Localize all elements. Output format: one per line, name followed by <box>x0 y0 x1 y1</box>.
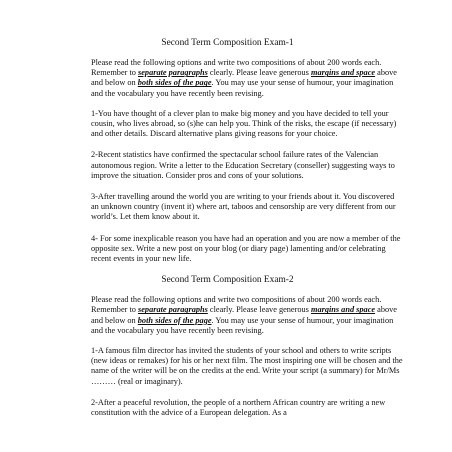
instructions-text: above and below on <box>91 305 397 325</box>
emphasis-separate-paragraphs: separate paragraphs <box>138 68 208 78</box>
emphasis-both-sides: both sides of the page <box>137 78 212 88</box>
emphasis-separate-paragraphs: separate paragraphs <box>138 305 208 315</box>
exam-2-title: Second Term Composition Exam-2 <box>161 275 294 286</box>
exam-2-option-1: 1-A famous film director has invited the students of your school and others to write scripts (new ideas or remakes) for his or her next film. The most inspiring one will be chosen and the name of the writer will be on the credits at the end. Write your script (a summary) for Mr/Ms ……… (real or imaginary). <box>91 346 403 386</box>
exam-1-option-2: 2-Recent statistics have confirmed the spectacular school failure rates of the Valencian autonomous region. Write a letter to the Education Secretary (conseller) suggesting ways to improve the situation. Consider pros and cons of your solutions. <box>91 150 395 180</box>
exam-2-instructions <box>91 295 404 336</box>
exam-2-option-2: 2-After a peaceful revolution, the people of a northern African country are writing a new constitution with the advice of a European delegation. As a <box>91 397 386 418</box>
emphasis-margins-and-space: margins and space <box>310 68 376 78</box>
instructions-text: clearly. Please leave generous <box>207 68 311 78</box>
exam-1-title: Second Term Composition Exam-1 <box>161 38 294 48</box>
exam-1-option-4: 4- For some inexplicable reason you have had an operation and you are now a member of the opposite sex. Write a new post on your blog (or diary page) lamenting and/or celebrating recent events in your new life. <box>91 233 401 264</box>
instructions-text: . You may use your sense of humour, your imagination and the vocabulary you have recently been revising. <box>91 315 394 335</box>
exam-1-option-1: 1-You have thought of a clever plan to make big money and you have decided to tell your cousin, who lives abroad, so (s)he can help you. Think of the risks, the escape (if necessary) and other details. Discard alternative plans giving reasons for your choice. <box>91 108 397 139</box>
instructions-text: clearly. Please leave generous <box>207 305 311 315</box>
emphasis-both-sides: both sides of the page <box>137 315 212 325</box>
instructions-text: . You may use your sense of humour, your imagination and the vocabulary you have recently been revising. <box>91 78 394 98</box>
emphasis-margins-and-space: margins and space <box>310 305 376 315</box>
instructions-text: Please read the following options and write two compositions of about 200 words each. Remember to <box>91 295 382 315</box>
exam-1-instructions <box>91 58 404 99</box>
instructions-text: above and below on <box>91 68 397 88</box>
exam-1-option-3: 3-After travelling around the world you are writing to your friends about it. You discovered an unknown country (invent it) where art, taboos and censorship are very different from our world’s. Let them know about it. <box>91 192 396 222</box>
instructions-text: Please read the following options and write two compositions of about 200 words each. Remember to <box>91 58 382 78</box>
